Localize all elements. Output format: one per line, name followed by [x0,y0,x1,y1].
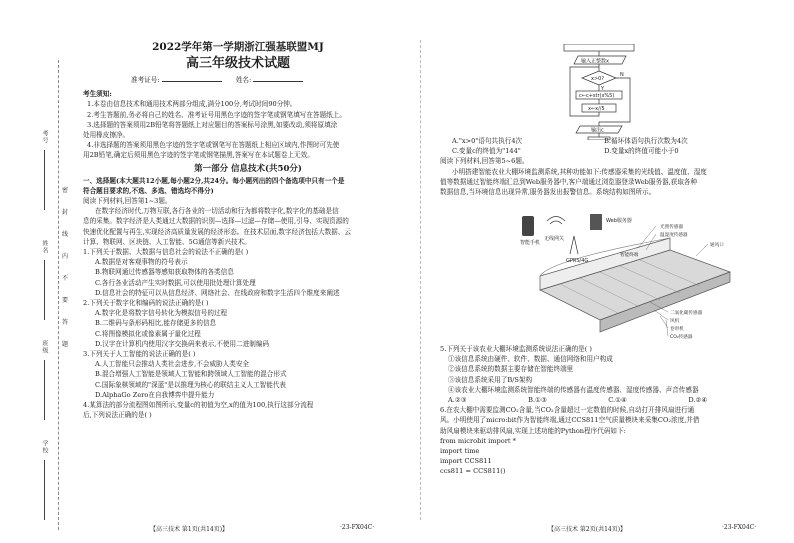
q5-options-row [440,395,780,405]
system-diagram [520,210,750,342]
class-field[interactable] [44,360,45,420]
seal-char: 要 [62,297,69,304]
reading-intro: 阅读下列材料,回答第5~6题。 [440,157,529,166]
notice-item: 1.本卷由信息技术和通用技术两部分组成,满分100分,考试时间90分钟。 [87,100,297,109]
option[interactable]: C.变量c的终值为"144" [452,147,521,156]
option[interactable]: D.AlphaGo Zero在自我博弈中提升能力 [95,390,215,399]
exam-title: 2022学年第一学期浙江强基联盟MJ [152,41,324,53]
option[interactable]: B.二维码与条形码相比,能存储更多的信息 [95,319,217,328]
option[interactable]: B.①③ [528,396,547,405]
section-heading: 符合题目要求的,不选、多选、错选均不得分) [83,186,214,195]
school-field[interactable] [44,460,45,520]
phone-icon [522,216,534,236]
seal-char: 题 [62,341,69,348]
flow-start [564,44,634,51]
ticket-label: 准考证号: [131,76,160,84]
seal-text [62,180,70,356]
option[interactable]: B.混合增强人工智能是领域人工智能和跨领域人工智能的混合形式 [95,370,287,379]
question-stem: 3.下列关于人工智能的说法正确的是( ) [83,350,196,359]
section-heading: 一、选择题(本大题共12小题,每小题2分,共24分。每小题列出的四个备选项中只有一个是 [83,176,345,185]
sensor-label: 二氧化碳传感器 [670,311,703,316]
exam-no-field[interactable] [44,150,45,210]
option[interactable]: B.物联网通过传感器等感知获取物体的各类信息 [95,268,234,277]
ticket-field[interactable] [162,81,222,82]
seal-char: 封 [62,209,69,216]
sensor-label: 光照传感器 [660,225,683,230]
statement: ②该信息系统的数据主要存储在智能终端里 [448,365,574,374]
code-line: import time [440,447,480,456]
option[interactable]: C.将图像模拟化或像素属于量化过程 [95,329,201,338]
option[interactable]: C.①④ [608,396,627,405]
option[interactable]: D.变量x的终值可能小于0 [604,147,679,156]
sensor-label: 风机 [670,319,680,324]
option[interactable]: B.循环体语句执行次数为4次 [604,137,688,145]
server-icon [590,214,602,230]
option[interactable]: A.数字化是将数字信号转化为模拟信号的过程 [95,309,228,318]
wifi-icon [547,217,565,225]
flow-input-text: 输入正整数x [581,58,609,65]
seal-char: 答 [62,319,69,326]
notice-item: 3.选择题的答案须用2B铅笔将答题纸上对应题目的答案标号涂黑,如要改动,须将原填涂 [87,120,338,129]
flow-step1-text: c←c+str(x%5) [579,93,615,99]
question-stem: 1.下列关于数据、大数据与信息社会的说法不正确的是( ) [83,248,249,257]
question-stem: 后,下列说法正确的是( ) [83,411,152,420]
gprs-label: GPRS/4G [566,258,589,264]
right-questions [440,344,780,477]
seal-char: 不 [62,275,69,282]
page-divider [420,40,421,520]
option[interactable]: A."x>0"语句共执行4次 [452,137,523,145]
sensor-label: CO₂传感器 [670,335,693,340]
question-stem: 2.下列关于数字化和编码的说法正确的是( ) [83,299,209,308]
option[interactable]: D.信息社会的特征可以从信息经济、网络社会、在线政府和数字生活四个维度来阐述 [95,288,340,297]
passage-line: 计算、物联网、区块链、人工智能、5G通信等新兴技术。 [83,237,251,246]
option[interactable]: D.汉字在计算机内使用汉字交换码来表示,不使用二进制编码 [95,339,270,348]
flowchart [560,44,650,140]
exam-no-label: 考号 [41,130,48,144]
notice-item: 用2B铅笔,确定后须用黑色字迹的签字笔或钢笔描黑,答案写在本试题卷上无效。 [83,151,314,160]
name-label-top: 姓名: [235,76,252,84]
notice-heading: 考生须知: [83,90,112,99]
option[interactable]: A.人工智能只会推动人类社会进步,不会威胁人类安全 [95,360,250,369]
statement: ③该信息系统采用了B/S架构 [448,375,533,384]
binding-margin [0,0,70,543]
exam-subtitle: 高三年级技术试题 [185,56,290,71]
code-line: from microbit import * [440,436,516,445]
cut-line [58,60,59,530]
name-field[interactable] [44,260,45,320]
option[interactable]: A.数据是对客观事物的符号表示 [95,258,188,267]
notice-item: 2.考生答题前,务必将自己的姓名、准考证号用黑色字迹的签字笔或钢笔填写在答题纸上。 [87,110,346,119]
question-stem: 4.某算法的部分流程图如图所示,变量c的初值为空,x的值为100,执行这部分流程 [83,401,314,410]
code-line: import CCS811 [440,457,492,466]
phone-label: 智能手机 [520,240,541,246]
page-left [83,40,413,421]
footer-left-code: ·23-FX04C· [340,524,375,531]
question-stem: 助风扇模块来驱动排风扇,实现上述功能的Python程序代码如下: [440,426,626,435]
flow-yes: Y [601,86,605,92]
tower-icon [570,236,578,254]
flow-no: N [620,72,624,78]
web-server-label: Web服务器 [606,218,632,224]
option[interactable]: C.各行各业活动产生实时数据,可以使用批处理计算处理 [95,278,256,287]
name-label: 姓名 [41,240,48,254]
statement: ④该农业大棚环境监测系统智能终端的传感器有温度传感器、湿度传感器、声音传感器 [448,385,699,394]
q4-options-row [440,146,780,156]
q4-options-row [440,136,780,146]
terminal-label: 智能终端 [620,253,639,258]
flow-output-text: 输出c [591,127,604,134]
option[interactable]: C.国际象棋领域的"深蓝"是以推理为核心的联结主义人工智能代表 [95,380,287,389]
flow-step2-text: x←x//5 [588,106,605,112]
option[interactable]: A.②③ [448,396,467,405]
passage-line: 小明搭建智能农业大棚环境监测系统,其种功能如下:传感器采集的光线值、温度值、湿度 [452,167,707,176]
footer-right: 【高三技术 第2页(共14页)】 [548,526,627,533]
passage-line: 快速优化配置与再生,实现经济高质量发展的经济形态。在技术层面,数字经济包括大数据、云 [83,227,351,236]
question-stem: 6.在农大棚中需要监测CO₂含量,当CO₂含量超过一定数值的时候,自动打开排风扇进行通 [440,406,695,415]
wifi-label: 无线网关 [544,236,565,242]
sensor-label: 卷帘机 [670,327,684,332]
footer-left: 【高三技术 第1页(共14页)】 [150,526,229,533]
flow-condition-text: x>0? [591,76,604,82]
reading-intro: 阅读下列材料,回答第1~3题。 [83,197,172,206]
footer-right-code: ·23-FX04C· [722,524,757,531]
class-label: 班级 [41,340,48,354]
sensor-label: 温湿度传感器 [660,233,688,238]
statement: ①该信息系统由硬件、软件、数据、通信网络和用户构成 [448,355,613,364]
page-right [440,136,780,197]
passage-line: 在数字经济时代,万物互联,各行各业的一切活动和行为都将数字化,数字化的基础是信 [95,207,339,216]
part1-heading: 第一部分 信息技术(共50分) [194,163,302,174]
seal-char: 内 [62,253,69,260]
passage-line: 值等数据通过智能终端汇总到Web服务器中,客户端通过浏览器登录Web服务器,获取各种 [440,177,698,186]
school-label: 学校 [41,440,48,454]
ticket-row [131,75,413,85]
passage-line: 息的采集。数字经济是人类通过大数据的识别—选择—过滤—存储—使用,引导、实现资源的 [83,217,349,226]
option[interactable]: D.②④ [688,396,708,405]
notice-item: 4.非选择题的答案须用黑色字迹的签字笔或钢笔写在答题纸上相应区域内,作图时可先使 [87,141,340,150]
sensor-label: 通风口 [710,243,724,248]
passage-line: 数据信息,当环境信息出现异常,服务器发出报警信息。系统结构如图所示。 [440,188,656,197]
name-field-top[interactable] [253,81,303,82]
code-line: ccs811 = CCS811() [440,467,506,476]
question-stem: 风。小明使用了micro:bit作为智能终端,通过CCS811空气质量模块来采集CO₂浓度,并借 [440,416,700,425]
seal-char: 线 [62,231,69,238]
question-stem: 5.下列关于该农业大棚环境监测系统说法正确的是( ) [440,345,592,353]
seal-char: 密 [62,187,69,194]
notice-item: 处用橡皮擦净。 [83,131,130,140]
